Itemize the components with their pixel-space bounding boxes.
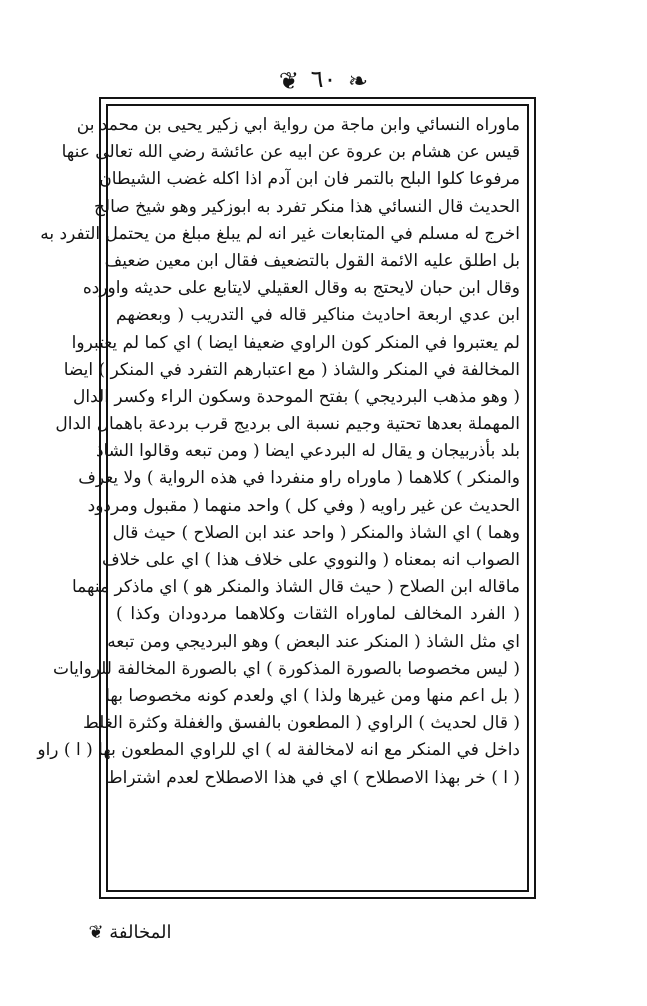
text-line: داخل في المنكر مع انه لامخالفة له ) اي للراوي المطعون بها ( ا ) راو bbox=[37, 740, 520, 761]
text-line: قيس عن هشام بن عروة عن ابيه عن عائشة رضي الله تعالى عنها bbox=[61, 142, 520, 163]
ornament-right-icon: ❧ bbox=[348, 66, 369, 95]
text-line: ابن عدي اربعة احاديث مناكير قاله في التدريب ( وبعضهم bbox=[116, 305, 520, 326]
text-line: ( ا ) خر بهذا الاصطلاح ) اي في هذا الاصطلاح لعدم اشتراط bbox=[106, 767, 520, 788]
text-line: والمنكر ) كلاهما ( ماوراه راو منفردا في هذه الرواية ) ولا يعرف bbox=[78, 468, 520, 489]
text-line: اي مثل الشاذ ( المنكر عند البعض ) وهو البرديجي ومن تبعه bbox=[107, 631, 520, 652]
text-line: ( الفرد المخالف لماوراه الثقات وكلاهما مردودان وكذا ) bbox=[116, 604, 520, 625]
text-line: مرفوعا كلوا البلح بالتمر فان ابن آدم اذا اكله غضب الشيطان bbox=[99, 169, 520, 190]
text-line: وهما ) اي الشاذ والمنكر ( واحد عند ابن الصلاح ) حيث قال bbox=[112, 522, 520, 543]
ornament-left-icon: ❦ bbox=[278, 66, 299, 95]
text-line: ماوراه النسائي وابن ماجة من رواية ابي زكير يحيى بن محمد بن bbox=[76, 115, 520, 135]
text-line: اخرج له مسلم في المتابعات غير انه لم يبلغ مبلغ من يحتمل التفرد به bbox=[40, 223, 520, 244]
catchword bbox=[70, 920, 190, 946]
text-line: الحديث قال النسائي هذا منكر تفرد به ابوزكير وهو شيخ صالح bbox=[93, 196, 520, 217]
text-line: بلد بأذربيجان و يقال له البردعي ايضا ( ومن تبعه وقالوا الشاذ bbox=[95, 441, 520, 462]
catchword-ornament-icon: ❦ bbox=[88, 922, 104, 943]
text-line: لم يعتبروا في المنكر كون الراوي ضعيفا ايضا ) اي كما لم يعتبروا bbox=[71, 332, 520, 353]
text-line: بل اطلق عليه الائمة القول بالتضعيف فقال ابن معين ضعيف bbox=[104, 250, 520, 271]
main-text-block bbox=[37, 112, 520, 792]
text-line: ( ليس مخصوصا بالصورة المذكورة ) اي بالصورة المخالفة للروايات bbox=[52, 658, 520, 679]
text-line: الصواب انه بمعناه ( والنووي على خلاف هذا ) اي على خلاف bbox=[101, 550, 520, 570]
page-number-text: ٦٠ bbox=[310, 65, 337, 93]
text-line: المخالفة في المنكر والشاذ ( مع اعتبارهم التفرد في المنكر ) ايضا bbox=[63, 359, 520, 380]
text-line: ماقاله ابن الصلاح ( حيث قال الشاذ والمنكر هو ) اي ماذكر منهما bbox=[72, 577, 520, 598]
page-number bbox=[0, 64, 647, 96]
text-line: ( بل اعم منها ومن غيرها ولذا ) اي ولعدم كونه مخصوصا بها bbox=[105, 685, 520, 706]
text-line: وقال ابن حبان لايحتج به وقال العقيلي لايتابع على حديثه واورده bbox=[82, 278, 520, 299]
text-line: الحديث عن غير راويه ( وفي كل ) واحد منهما ( مقبول ومردود bbox=[87, 495, 520, 516]
text-line: ( وهو مذهب البرديجي ) بفتح الموحدة وسكون الراء وكسر الدال bbox=[73, 386, 520, 407]
text-line: ( قال لحديث ) الراوي ( المطعون بالفسق والغفلة وكثرة الغلط bbox=[82, 713, 520, 734]
catchword-text: المخالفة bbox=[109, 922, 172, 943]
text-line: المهملة بعدها تحتية وجيم نسبة الى برديج قرب بردعة باهمال الدال bbox=[55, 414, 520, 435]
